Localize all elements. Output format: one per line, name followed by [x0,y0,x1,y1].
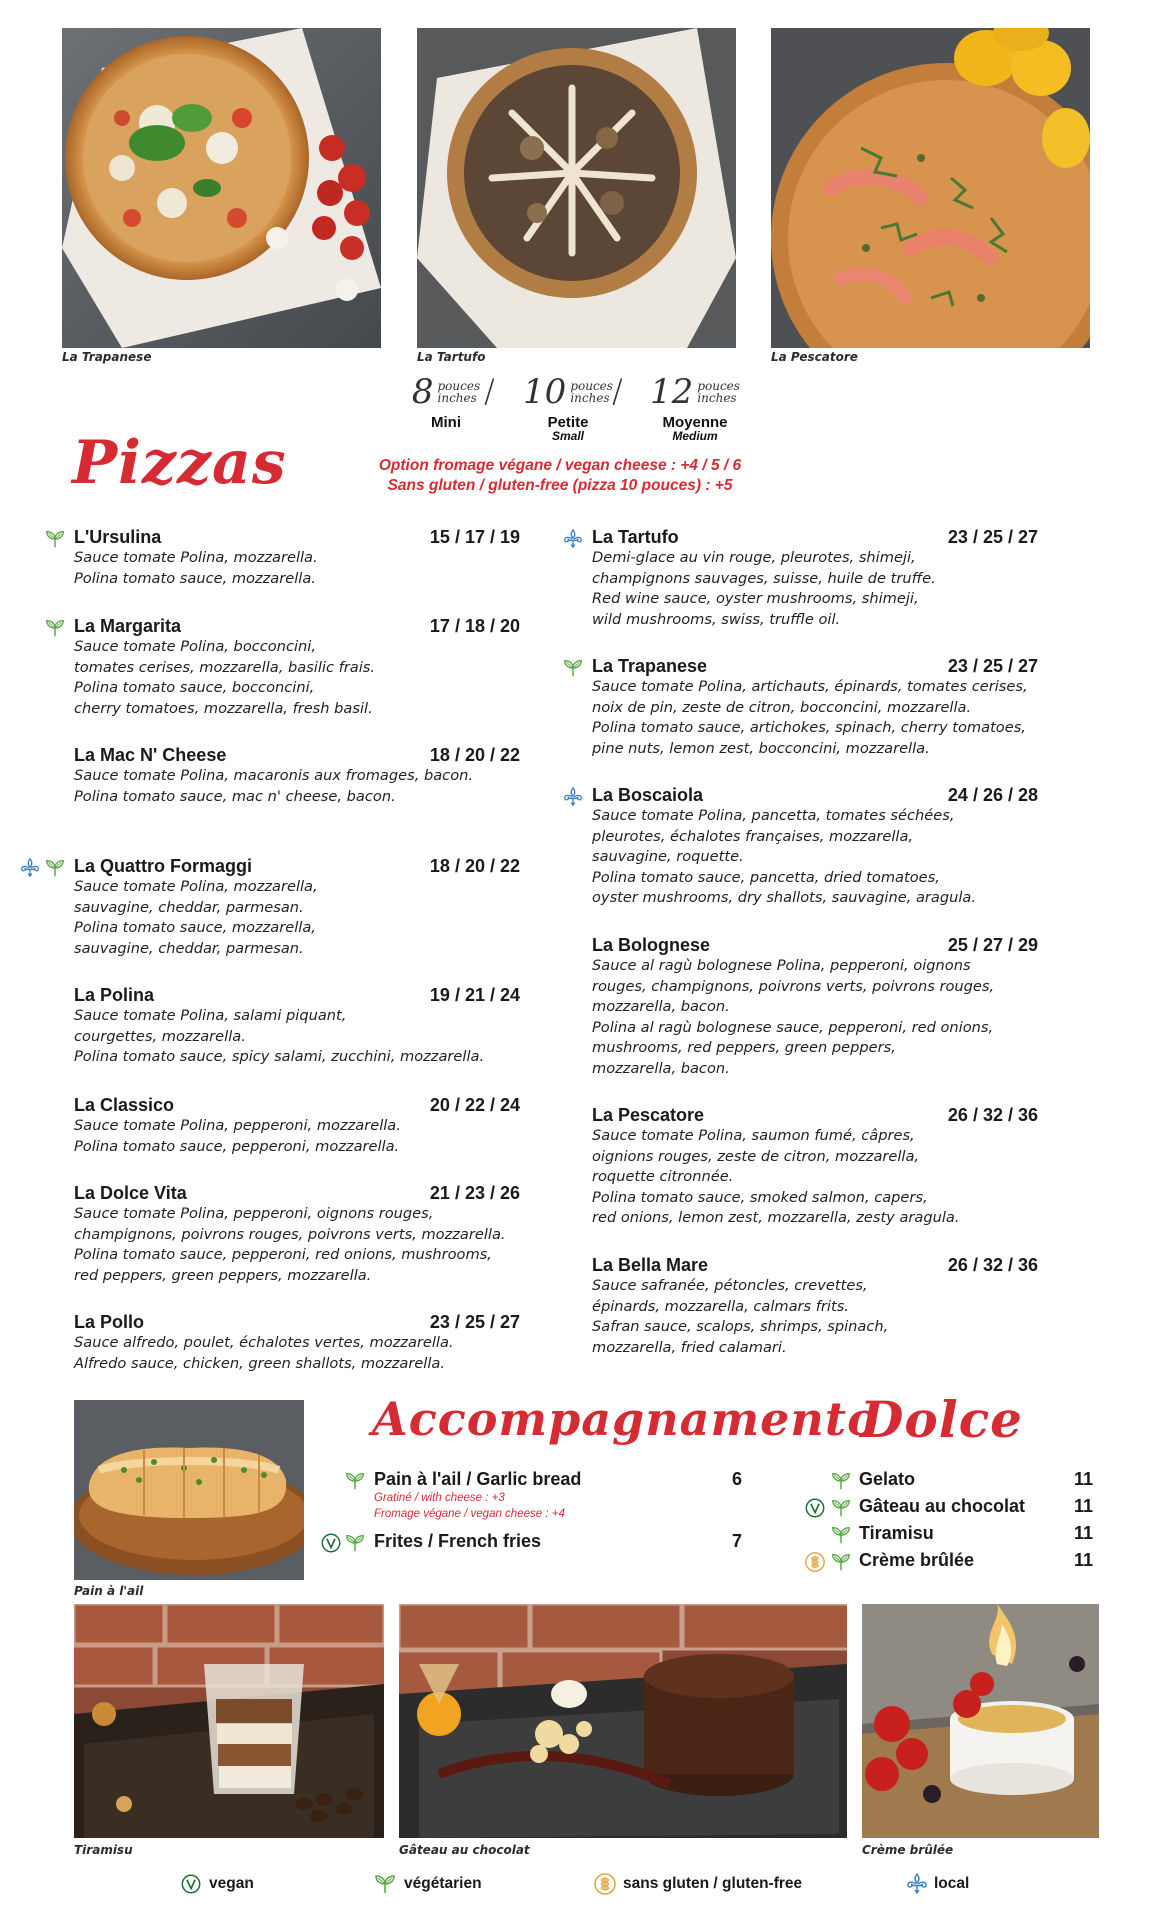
item-name: La Classico [74,1095,175,1115]
item-name: Crème brûlée [859,1550,975,1570]
size-label: Petite [547,414,589,431]
item-name: La Margarita [74,616,182,636]
size-moyenne [640,372,750,443]
photo-caption: La Pescatore [771,350,858,364]
local-icon [562,528,584,550]
item-price: 18 / 20 / 22 [429,856,520,876]
photo-caption: Gâteau au chocolat [399,1843,530,1857]
item-name: La Boscaiola [592,785,704,805]
item-price: 26 / 32 / 36 [947,1105,1038,1125]
vegan-icon [320,1532,342,1554]
item-description: Sauce tomate Polina, saumon fumé, câpres, oignions rouges, zeste de citron, mozzarella, roquette citronnée. Polina tomato sauce, smoked salmon, capers, red onions, lemon zest, mozzarella, zesty aragula. [592,1127,960,1227]
size-unit: pouces inches [697,379,740,405]
vegetarian-icon [44,528,66,550]
local-icon [562,786,584,808]
menu-item-bolognese [592,934,1038,1080]
item-price: 11 [1073,1550,1093,1570]
item-name: Gelato [859,1469,916,1489]
dessert-item-creme-brulee [859,1550,1093,1571]
photo-la-trapanese [62,28,381,348]
size-sublabel: Medium [672,429,718,443]
size-number: 12 [650,372,694,412]
vegetarian-icon [344,1470,366,1492]
item-name: La Pescatore [592,1105,705,1125]
item-price: 23 / 25 / 27 [947,656,1038,676]
dessert-item-gelato [859,1469,1093,1490]
photo-la-pescatore [771,28,1090,348]
item-price: 11 [1073,1523,1093,1543]
item-price: 20 / 22 / 24 [429,1095,520,1115]
item-price: 6 [731,1469,742,1489]
side-item-fries [374,1531,742,1552]
vegetarian-icon [44,857,66,879]
item-description: Sauce tomate Polina, bocconcini, tomates cerises, mozzarella, basilic frais. Polina tomato sauce, bocconcini, cherry tomatoes, mozzarella, fresh basil. [74,638,376,717]
item-description: Sauce tomate Polina, artichauts, épinards, tomates cerises, noix de pin, zeste de citron, bocconcini, mozzarella. Polina tomato sauce, artichokes, spinach, cherry tomatoes, pine nuts, lemon zest, bocconcini, mozzarella. [592,678,1028,757]
item-price: 21 / 23 / 26 [429,1183,520,1203]
menu-item-ursulina [74,526,520,589]
item-name: La Tartufo [592,527,679,547]
size-separator: / [484,372,495,410]
item-price: 19 / 21 / 24 [429,985,520,1005]
menu-item-quattro-formaggi [74,855,520,959]
gluten-free-icon [804,1551,826,1573]
legend-local: local [934,1875,970,1892]
item-price: 17 / 18 / 20 [429,616,520,636]
menu-item-pescatore [592,1104,1038,1229]
photo-caption: Tiramisu [74,1843,133,1857]
item-name: La Polina [74,985,155,1005]
item-description: Demi-glace au vin rouge, pleurotes, shimeji, champignons sauvages, suisse, huile de truffe. Red wine sauce, oyster mushrooms, shimeji, wild mushrooms, swiss, truffle oil. [592,549,936,628]
size-unit: pouces inches [437,379,481,405]
gluten-free-note: Sans gluten / gluten-free (pizza 10 pouces) : +5 [387,477,733,494]
item-price: 23 / 25 / 27 [429,1312,520,1332]
item-description: Sauce tomate Polina, macaronis aux fromages, bacon. Polina tomato sauce, mac n' cheese, bacon. [74,767,474,805]
item-description: Sauce tomate Polina, pepperoni, oignons rouges, champignons, poivrons rouges, poivrons verts, mozzarella. Polina tomato sauce, pepperoni, red onions, mushrooms, red peppers, green peppers, mozzarella. [74,1205,506,1284]
vegetarian-icon [830,1497,852,1519]
dessert-item-chocolate-cake [859,1496,1093,1517]
local-icon [905,1872,929,1896]
photo-la-tartufo [417,28,736,348]
dessert-item-tiramisu [859,1523,1093,1544]
item-description: Sauce tomate Polina, salami piquant, courgettes, mozzarella. Polina tomato sauce, spicy salami, zucchini, mozzarella. [74,1007,485,1066]
item-description: Sauce alfredo, poulet, échalotes vertes, mozzarella. Alfredo sauce, chicken, green shallots, mozzarella. [74,1334,454,1372]
heading-pizzas: Pizzas [72,428,287,498]
photo-tiramisu [74,1604,384,1838]
legend-vegan: vegan [209,1875,254,1892]
local-icon [19,857,41,879]
vegetarian-icon [373,1872,397,1896]
item-price: 26 / 32 / 36 [947,1255,1038,1275]
item-description: Sauce al ragù bolognese Polina, pepperoni, oignons rouges, champignons, poivrons verts, poivrons rouges, mozzarella, bacon. Polina al ragù bolognese sauce, pepperoni, red onions, mushrooms, red peppers, green peppers, mozzarella, bacon. [592,957,995,1077]
item-description: Sauce safranée, pétoncles, crevettes, épinards, mozzarella, calmars frits. Safran sauce, scalops, shrimps, spinach, mozzarella, fried calamari. [592,1277,889,1356]
photo-garlic-bread [74,1400,304,1580]
item-description: Sauce tomate Polina, mozzarella. Polina tomato sauce, mozzarella. [74,549,318,587]
gluten-free-icon [593,1872,617,1896]
item-price: 18 / 20 / 22 [429,745,520,765]
item-name: La Bella Mare [592,1255,709,1275]
item-price: 11 [1073,1469,1093,1489]
photo-caption: La Trapanese [62,350,152,364]
photo-creme-brulee [862,1604,1099,1838]
menu-item-pollo [74,1311,520,1374]
photo-caption: Crème brûlée [862,1843,954,1857]
item-price: 24 / 26 / 28 [947,785,1038,805]
item-name: La Pollo [74,1312,145,1332]
item-name: Gâteau au chocolat [859,1496,1026,1516]
vegetarian-icon [44,617,66,639]
vegetarian-icon [830,1470,852,1492]
item-name: La Trapanese [592,656,708,676]
garlic-bread-note: Gratiné / with cheese : +3 [374,1492,505,1504]
size-petite [513,372,623,443]
vegan-icon [804,1497,826,1519]
item-name: Pain à l'ail / Garlic bread [374,1469,582,1489]
menu-item-dolce-vita [74,1182,520,1286]
menu-item-trapanese [592,655,1038,759]
item-price: 7 [731,1531,742,1551]
item-name: Frites / French fries [374,1531,542,1551]
item-price: 25 / 27 / 29 [947,935,1038,955]
heading-dolce: Dolce [860,1390,1023,1449]
menu-item-polina [74,984,520,1068]
vegetarian-icon [830,1524,852,1546]
item-name: L'Ursulina [74,527,162,547]
item-name: La Mac N' Cheese [74,745,227,765]
legend-vegetarian: végétarien [404,1875,482,1892]
menu-item-margarita [74,615,520,719]
menu-item-tartufo [592,526,1038,630]
size-number: 10 [523,372,567,412]
item-description: Sauce tomate Polina, mozzarella, sauvagine, cheddar, parmesan. Polina tomato sauce, mozzarella, sauvagine, cheddar, parmesan. [74,878,318,957]
vegan-cheese-note: Option fromage végane / vegan cheese : +4 / 5 / 6 [378,457,742,474]
item-name: La Dolce Vita [74,1183,187,1203]
garlic-bread-note: Fromage végane / vegan cheese : +4 [374,1508,565,1520]
photo-gateau-chocolat [399,1604,847,1838]
menu-item-mac-n-cheese [74,744,520,807]
heading-accompagnamento: Accompagnamento [372,1392,879,1446]
legend-gluten-free: sans gluten / gluten-free [623,1875,803,1892]
item-description: Sauce tomate Polina, pancetta, tomates séchées, pleurotes, échalotes françaises, mozzarella, sauvagine, roquette. Polina tomato sauce, pancetta, dried tomatoes, oyster mushrooms, dry shallots, sauvagine, aragula. [592,807,976,907]
size-label: Moyenne [662,414,728,431]
vegetarian-icon [344,1532,366,1554]
size-sublabel: Small [551,429,584,443]
vegetarian-icon [830,1551,852,1573]
menu-item-bella-mare [592,1254,1038,1358]
size-label: Mini [431,414,461,431]
item-name: La Quattro Formaggi [74,856,253,876]
photo-caption: La Tartufo [417,350,486,364]
size-unit: pouces inches [570,379,613,405]
vegetarian-icon [562,657,584,679]
side-item-garlic-bread [374,1469,742,1490]
size-separator: / [612,372,623,410]
vegan-icon [180,1873,202,1895]
size-number: 8 [411,372,434,412]
item-description: Sauce tomate Polina, pepperoni, mozzarella. Polina tomato sauce, pepperoni, mozzarella. [74,1117,401,1155]
item-price: 23 / 25 / 27 [947,527,1038,547]
item-price: 11 [1073,1496,1093,1516]
menu-item-boscaiola [592,784,1038,909]
item-price: 15 / 17 / 19 [429,527,520,547]
item-name: Tiramisu [859,1523,934,1543]
item-name: La Bolognese [592,935,711,955]
menu-item-classico [74,1094,520,1157]
photo-caption: Pain à l'ail [74,1584,144,1598]
